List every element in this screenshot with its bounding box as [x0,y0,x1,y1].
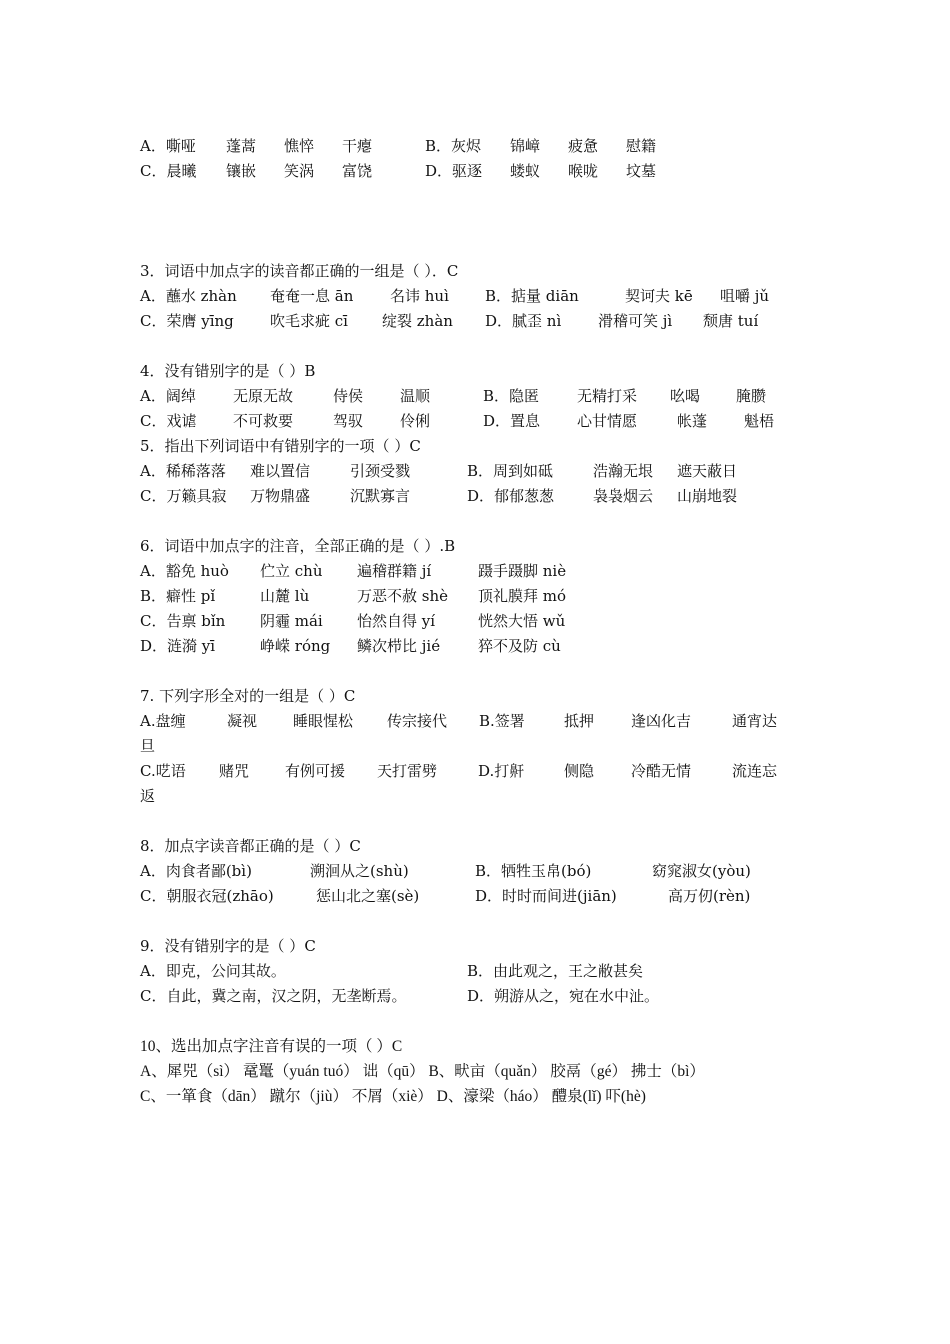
q5-item: 沉默寡言 [350,487,411,505]
q8-item: 惩山北之塞(sè) [316,887,420,905]
q2-word: 锦嶂 [510,137,541,155]
q7-item: 通宵达 [732,712,778,730]
q4-item: B．隐匿 [483,387,540,405]
q2-word: 富饶 [342,162,373,180]
q3-item: 滑稽可笑 jì [598,312,673,330]
q4-item: 温顺 [400,387,431,405]
q2-word: 喉咙 [568,162,599,180]
q8-item: 溯洄从之(shù) [310,862,409,880]
q9-item: C．自此，冀之南，汉之阴，无垄断焉。 [140,987,407,1005]
q7-row-2-cont: 返 [140,787,156,805]
q2-opt-d: D．驱逐 [425,162,483,180]
q9-row-1 [140,959,800,984]
q2-word: 憔悴 [284,137,315,155]
q3-item: D．腻歪 nì [485,312,562,330]
q5-item: D．郁郁葱葱 [467,487,555,505]
q2-word: 慰籍 [626,137,657,155]
q6-stem: 6．词语中加点字的注音，全部正确的是（ ）.B [140,537,456,555]
q7-item: 冷酷无情 [631,762,692,780]
q8-item: A．肉食者鄙(bì) [140,862,252,880]
q7-item: B.签署 [479,712,525,730]
q5-item: 引颈受戮 [350,462,411,480]
q7-item: 流连忘 [732,762,778,780]
q3-row-2 [140,309,800,334]
q3-item: C．荣膺 yīng [140,312,234,330]
exam-page [140,134,800,1109]
q2-opt-a: A．嘶哑 [140,137,196,155]
q4-stem: 4．没有错别字的是（ ）B [140,362,316,380]
q3-item: A．蘸水 zhàn [140,287,237,305]
q6-item: B．癖性 pǐ [140,587,216,605]
q6-item: 万恶不赦 shè [357,587,449,605]
q10-row-2: C、一箪食（dān） 蹴尔（jiù） 不屑（xiè） D、濠梁（háo） 醴泉(lǐ) 吓(hè) [140,1088,646,1105]
q5-row-2 [140,484,800,509]
q7-item: 逢凶化吉 [631,712,692,730]
q4-item: C．戏谑 [140,412,197,430]
q4-item: A．阔绰 [140,387,196,405]
q8-item: C．朝服衣冠(zhāo) [140,887,274,905]
q10-stem: 10、选出加点字注音有误的一项（ ）C [140,1038,403,1055]
q8-item: 高万仞(rèn) [668,887,751,905]
q6-item: 山麓 lù [260,587,310,605]
q7-item: 凝视 [227,712,258,730]
q7-item: 传宗接代 [387,712,448,730]
q4-item: 魁梧 [744,412,775,430]
q6-row-d [140,634,800,659]
q4-item: 心甘情愿 [577,412,638,430]
q5-item: C．万籁具寂 [140,487,227,505]
q7-item: D.打鼾 [478,762,525,780]
q4-item: 不可救要 [233,412,294,430]
q3-row-1 [140,284,800,309]
q8-item: B．牺牲玉帛(bó) [475,862,592,880]
q6-row-c [140,609,800,634]
q2-word: 疲惫 [568,137,599,155]
q3-item: 绽裂 zhàn [382,312,453,330]
q7-row-2 [140,759,800,784]
q2-opt-c: C．晨曦 [140,162,197,180]
q7-stem: 7. 下列字形全对的一组是（ ）C [140,687,356,705]
q4-row-2 [140,409,800,434]
q4-item: 帐蓬 [677,412,708,430]
q2-word: 镶嵌 [226,162,257,180]
q4-item: 侍侯 [333,387,364,405]
q6-row-a [140,559,800,584]
q5-item: A．稀稀落落 [140,462,226,480]
q5-item: 难以置信 [250,462,311,480]
q2-word: 蝼蚁 [510,162,541,180]
q4-item: D．置息 [483,412,541,430]
q6-item: 遍稽群籍 jí [357,562,432,580]
q7-item: 有例可援 [285,762,346,780]
q6-item: 怡然自得 yí [357,612,436,630]
q6-item: A．豁免 huò [140,562,229,580]
q3-item: 吹毛求疵 cī [270,312,348,330]
q3-item: 颓唐 tuí [703,312,759,330]
q9-item: A．即克，公问其故。 [140,962,286,980]
q2-word: 干瘪 [342,137,373,155]
q8-row-2 [140,884,800,909]
q6-item: D．涟漪 yī [140,637,216,655]
q5-item: 袅袅烟云 [593,487,654,505]
q5-item: 遮天蔽日 [677,462,738,480]
q4-item: 无原无故 [233,387,294,405]
q7-item: 赌咒 [219,762,250,780]
q5-item: B．周到如砥 [467,462,554,480]
q6-item: 伫立 chù [260,562,323,580]
q7-item: 抵押 [564,712,595,730]
q3-item: B．掂量 diān [485,287,579,305]
q2-row-1 [140,134,800,159]
q2-word: 笑涡 [284,162,315,180]
q8-stem: 8．加点字读音都正确的是（ ）C [140,837,361,855]
q5-item: 山崩地裂 [677,487,738,505]
q6-item: 阴霾 mái [260,612,323,630]
q3-item: 契诃夫 kē [625,287,693,305]
q4-item: 吆喝 [670,387,701,405]
q5-item: 浩瀚无垠 [593,462,654,480]
q2-word: 蓬蒿 [226,137,257,155]
q9-row-2 [140,984,800,1009]
q2-opt-b: B．灰烬 [425,137,482,155]
q3-item: 名讳 huì [390,287,449,305]
q6-item: 鳞次栉比 jié [357,637,441,655]
q7-row-1 [140,709,800,734]
q4-item: 伶俐 [400,412,431,430]
q6-item: 恍然大悟 wǔ [478,612,566,630]
q5-item: 万物鼎盛 [250,487,311,505]
q9-stem: 9．没有错别字的是（ ）C [140,937,316,955]
q7-item: A.盘缠 [140,712,186,730]
q8-item: 窈窕淑女(yòu) [652,862,751,880]
q5-stem: 5．指出下列词语中有错别字的一项（ ）C [140,437,421,455]
q7-item: 睡眼惺松 [293,712,354,730]
q8-item: D．时时而间进(jiān) [475,887,617,905]
q7-item: C.呓语 [140,762,186,780]
q3-item: 奄奄一息 ān [270,287,354,305]
q2-row-2 [140,159,800,184]
q7-row-1-cont: 旦 [140,737,156,755]
q6-row-b [140,584,800,609]
q6-item: C．告禀 bǐn [140,612,226,630]
q5-row-1 [140,459,800,484]
q8-row-1 [140,859,800,884]
q4-item: 无精打采 [577,387,638,405]
q10-row-1: A、犀兕（sì） 鼋鼍（yuán tuó） 诎（qū） B、畎亩（quǎn） 胶鬲（gé） 拂士（bì） [140,1063,705,1080]
q7-item: 侧隐 [564,762,595,780]
q7-item: 天打雷劈 [377,762,438,780]
q4-row-1 [140,384,800,409]
q9-item: D．朔游从之，宛在水中沚。 [467,987,660,1005]
q6-item: 顶礼膜拜 mó [478,587,567,605]
q6-item: 峥嵘 róng [260,637,331,655]
q4-item: 驾驭 [333,412,364,430]
q6-item: 蹑手蹑脚 niè [478,562,567,580]
q9-item: B．由此观之，王之敝甚矣 [467,962,644,980]
q4-item: 腌臜 [736,387,767,405]
q3-item: 咀嚼 jǔ [720,287,770,305]
q2-word: 坟墓 [626,162,657,180]
q6-item: 猝不及防 cù [478,637,561,655]
q3-stem: 3．词语中加点字的读音都正确的一组是（ ）．C [140,262,459,280]
